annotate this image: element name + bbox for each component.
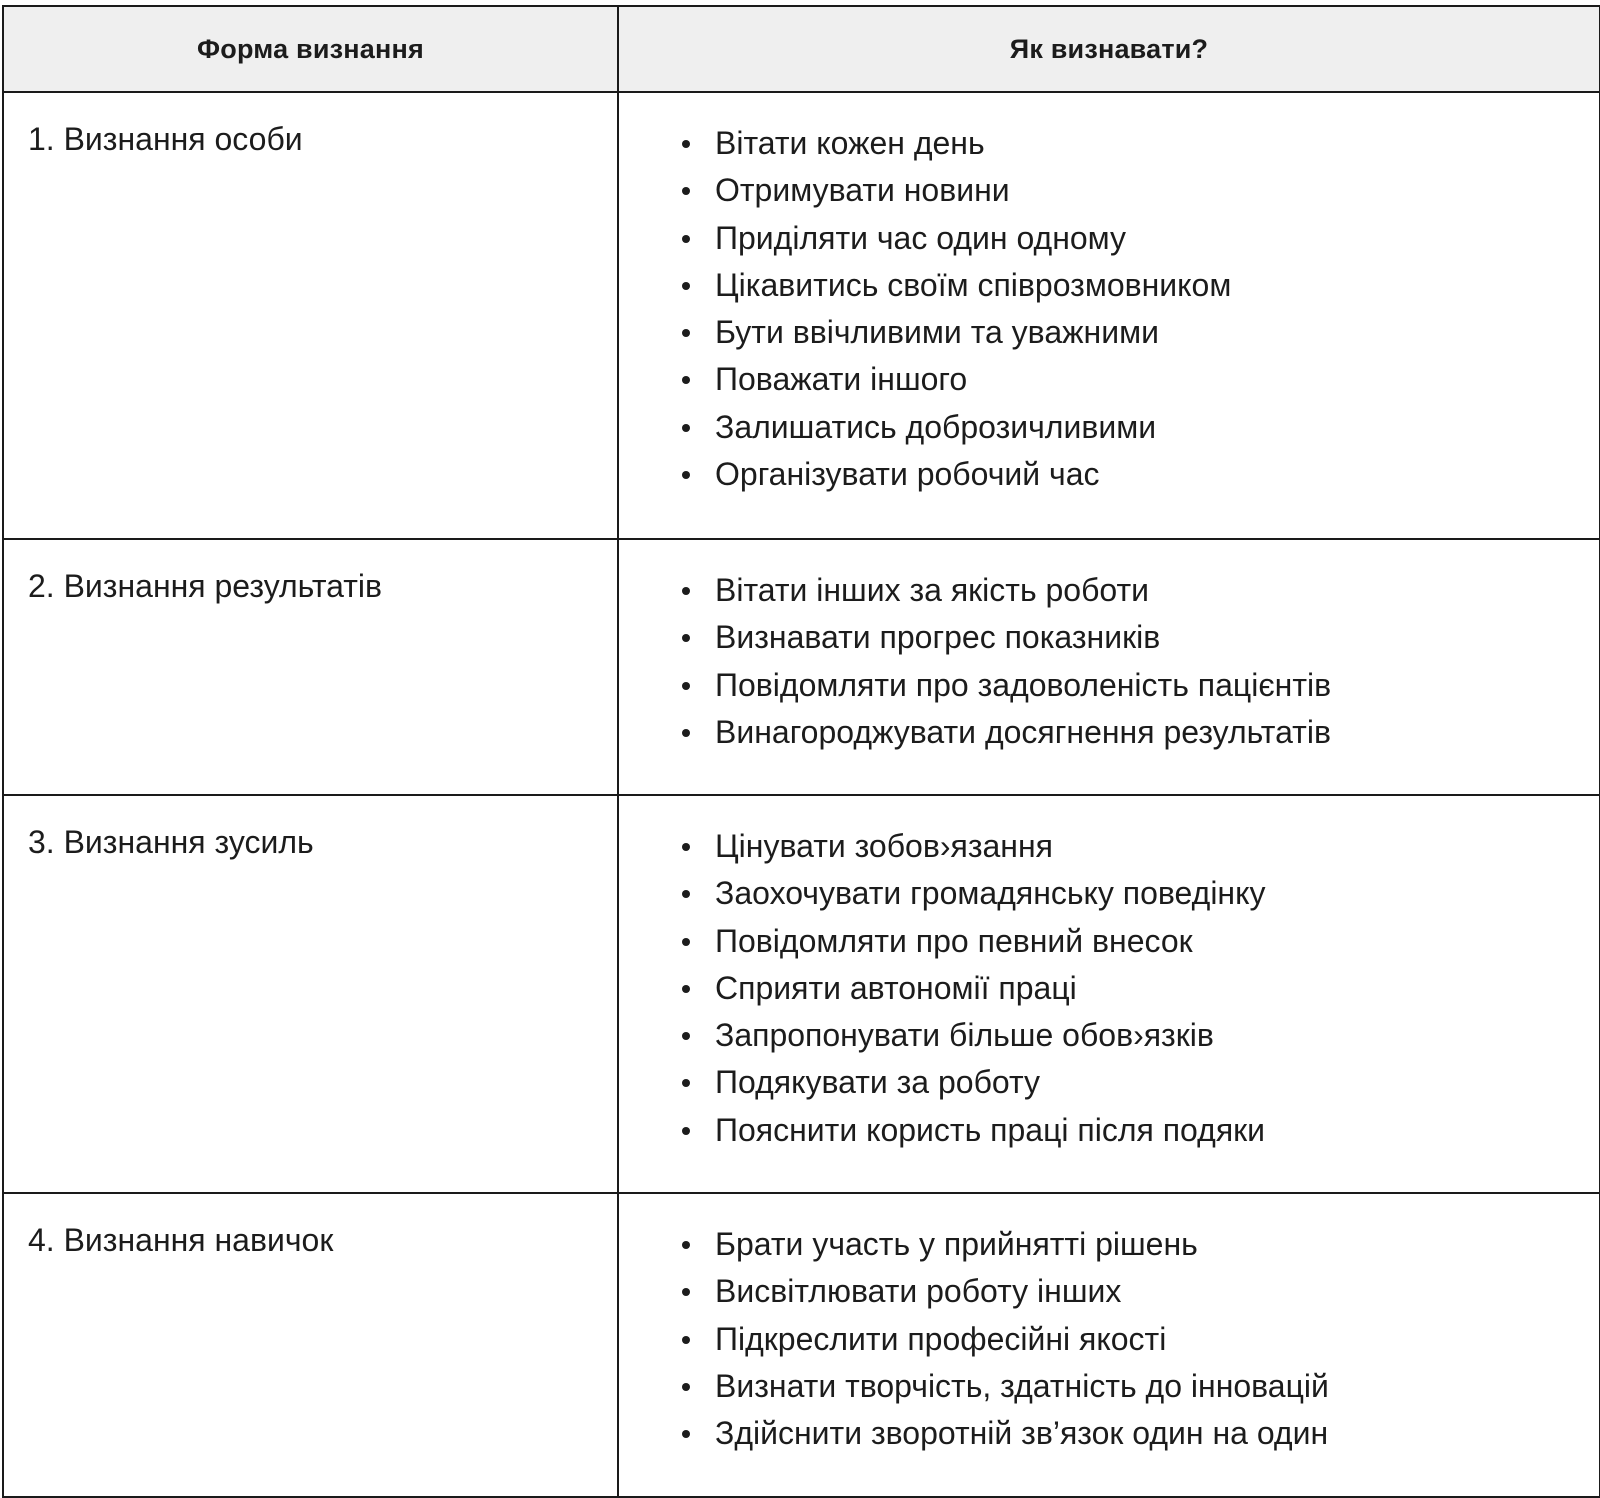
how-list bbox=[619, 540, 1599, 778]
how-cell bbox=[618, 539, 1600, 795]
list-item: Цінувати зобов›язання bbox=[673, 823, 1599, 870]
list-item: Повідомляти про певний внесок bbox=[673, 918, 1599, 965]
how-cell bbox=[618, 795, 1600, 1193]
list-item: Залишатись доброзичливими bbox=[673, 404, 1599, 451]
how-list bbox=[619, 1194, 1599, 1479]
how-list bbox=[619, 796, 1599, 1176]
table-row bbox=[3, 795, 1600, 1193]
list-item: Визнавати прогрес показників bbox=[673, 614, 1599, 661]
list-item: Заохочувати громадянську поведінку bbox=[673, 870, 1599, 917]
header-form: Форма визнання bbox=[3, 6, 618, 92]
list-item: Визнати творчість, здатність до інновацій bbox=[673, 1363, 1599, 1410]
header-how: Як визнавати? bbox=[618, 6, 1600, 92]
list-item: Пояснити користь праці після подяки bbox=[673, 1107, 1599, 1154]
list-item: Повідомляти про задоволеність пацієнтів bbox=[673, 662, 1599, 709]
form-cell: 4. Визнання навичок bbox=[3, 1193, 618, 1497]
how-cell bbox=[618, 1193, 1600, 1497]
list-item: Бути ввічливими та уважними bbox=[673, 309, 1599, 356]
list-item: Приділяти час один одному bbox=[673, 215, 1599, 262]
table-header-row bbox=[3, 6, 1600, 92]
list-item: Організувати робочий час bbox=[673, 451, 1599, 498]
list-item: Висвітлювати роботу інших bbox=[673, 1268, 1599, 1315]
list-item: Винагороджувати досягнення результатів bbox=[673, 709, 1599, 756]
table-row bbox=[3, 92, 1600, 539]
list-item: Цікавитись своїм співрозмовником bbox=[673, 262, 1599, 309]
table-row bbox=[3, 539, 1600, 795]
list-item: Вітати інших за якість роботи bbox=[673, 567, 1599, 614]
list-item: Брати участь у прийнятті рішень bbox=[673, 1221, 1599, 1268]
list-item: Подякувати за роботу bbox=[673, 1059, 1599, 1106]
list-item: Сприяти автономії праці bbox=[673, 965, 1599, 1012]
list-item: Здійснити зворотній зв’язок один на один bbox=[673, 1410, 1599, 1457]
how-list bbox=[619, 93, 1599, 520]
list-item: Поважати іншого bbox=[673, 356, 1599, 403]
list-item: Отримувати новини bbox=[673, 167, 1599, 214]
form-cell: 2. Визнання результатів bbox=[3, 539, 618, 795]
form-cell: 3. Визнання зусиль bbox=[3, 795, 618, 1193]
list-item: Підкреслити професійні якості bbox=[673, 1316, 1599, 1363]
table-row bbox=[3, 1193, 1600, 1497]
recognition-table bbox=[2, 5, 1600, 1498]
list-item: Запропонувати більше обов›язків bbox=[673, 1012, 1599, 1059]
how-cell bbox=[618, 92, 1600, 539]
list-item: Вітати кожен день bbox=[673, 120, 1599, 167]
form-cell: 1. Визнання особи bbox=[3, 92, 618, 539]
